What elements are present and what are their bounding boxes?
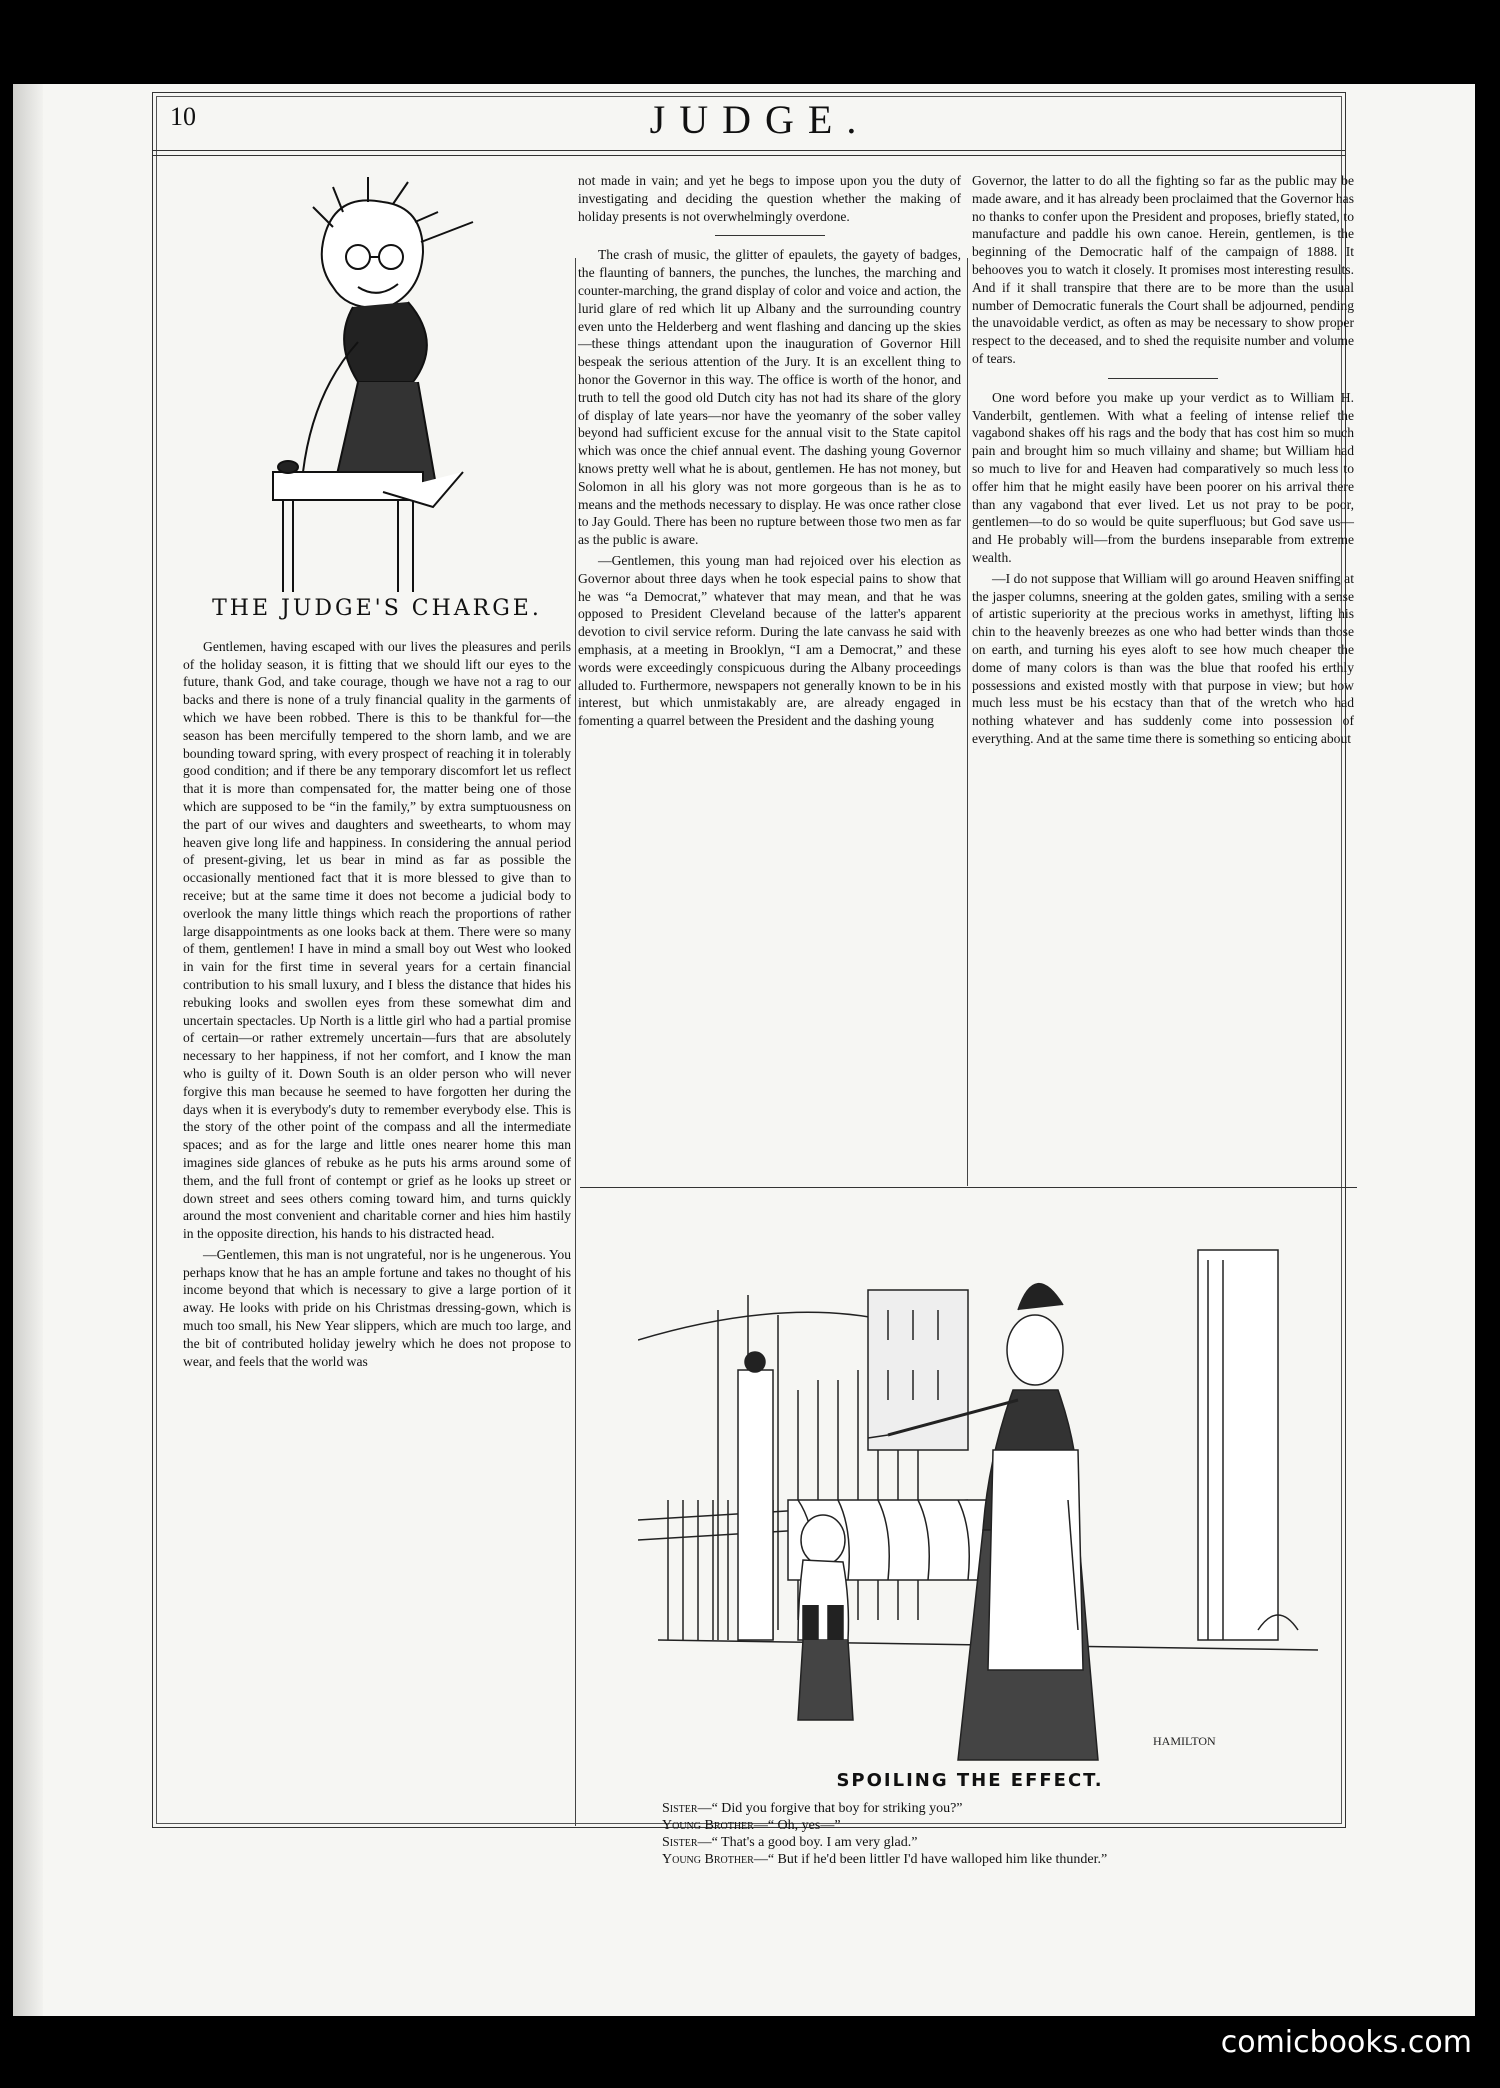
paragraph: The crash of music, the glitter of epaulets, the gayety of badges, the flaunting of banners, the punches, the lunches, the marching and counter-marching, the grand display of color and voice and action, the lurid glare of red which lit up Albany and the surrounding country even unto the Helderberg and went flashing and dancing up the skies—these things attendant upon the inauguration of Governor Hill bespeak the serious attention of the Jury. It is an excellent thing to honor the Governor in this way. The office is worth of the honor, and truth to tell the good old Dutch city has not had its share of the glory of display of late years—nor have the yeomanry of the sober valley beyond had sufficient excuse for the annual visit to the State capitol which was once the chief annual event. The dashing young Governor knows pretty well what he is about, gentlemen. He has not money, but Solomon in all his glory was not more gorgeous than is he as to means and the methods necessary to display. He was once rather close to Jay Gould. There has been no rupture between those two men as far as the public is aware.: [578, 247, 961, 548]
judge-figure-drawing: [183, 172, 571, 592]
caption-speaker: Sister: [662, 1801, 698, 1816]
section-divider: [715, 235, 825, 236]
caption-text: —“ Oh, yes—”: [753, 1818, 841, 1833]
header-rule: [152, 150, 1346, 156]
caption-text: —“ That's a good boy. I am very glad.”: [697, 1835, 918, 1850]
paragraph: One word before you make up your verdict as to William H. Vanderbilt, gentlemen. With what a feeling of intense relief the vagabond shakes off his rags and the body that has cost him so much pain and brought him so much villainy and shame; but William had so much to live for and Heaven had comparatively so much less to offer him that he might easily have been poorer on his arrival there than any vagabond that ever lived. Let us not pray to be poor, gentlemen—to do so would be quite superfluous; but God save us—and He probably will—from the burdens inseparable from extreme wealth.: [972, 389, 1354, 565]
article-column-1: [183, 172, 571, 1373]
paragraph: Gentlemen, having escaped with our lives the pleasures and perils of the holiday season, it is fitting that we should lift our eyes to the future, thank God, and take courage, though we have not a rag to our backs and there is none of a truly financial quality in the garments of which we have been robbed. There is this to be thankful for—the season has been mercifully tempered to the shorn lamb, and we are bounding toward spring, with every prospect of reaching it in tolerably good condition; and if there be any temporary discomfort let us reflect that it is more than compensated for, the matter being one of those which are supposed to be “in the family,” by extra sumptuousness on the part of our wives and daughters and sweethearts, to whom may heaven give long life and happiness. In considering the annual period of present-giving, let us bear in mind as far as possible the occasionally mentioned fact that it is more blessed to give than to receive; but at the same time it does not become a judicial body to overlook the many little things which reach the proportions of rather large disappointments as one looks back at them. There were so many of them, gentlemen! I have in mind a small boy out West who looked in vain for the first time in several years for a certain financial contribution to his small luxury, and I bless the distance that hides his rebuking looks and swollen eyes from these somewhat dim and uncertain spectacles. Up North is a little girl who had a partial promise of certain—or rather extremely uncertain—furs that are absolutely necessary to her happiness, if not her comfort, and I know the man who is guilty of it. Down South is an older person who will never forgive this man because he seemed to have forgotten her during the days when it is everybody's duty to remember everybody else. This is the story of the other point of the compass and all the intermediate spaces; and as for the large and little ones nearer home this man imagines side glances of rebuke as he puts his arms around some of them, and the full front of contempt or grief as he looks up street or down street and sees others coming toward him, and turns quickly around the most convenient and charitable corner and hies him hastily in the opposite direction, his hands to his distracted head.: [183, 638, 571, 1242]
cartoon-caption: [662, 1800, 1107, 1868]
cartoon-illustration: [638, 1200, 1338, 1770]
paragraph: —Gentlemen, this young man had rejoiced over his election as Governor about three days when he took especial pains to show that he was “a Democrat,” whatever that may mean, and that he was opposed to President Cleveland because of the latter's apparent devotion to civil service reform. During the late canvass he said with emphasis, at a meeting in Brooklyn, “I am a Democrat,” and these words were exceedingly conspicuous during the Albany proceedings alluded to. Furthermore, newspapers not generally known to be in his interest, but which unmistakably are, are already engaged in fomenting a quarrel between the President and the dashing young: [578, 552, 961, 729]
cartoon-top-rule: [580, 1187, 1357, 1188]
page-number: 10: [170, 102, 196, 131]
caption-line: [662, 1800, 1107, 1817]
paragraph: not made in vain; and yet he begs to impose upon you the duty of investigating and deciding the question whether the making of holiday presents is not overwhelmingly overdone.: [578, 173, 961, 224]
masthead: JUDGE.: [649, 97, 871, 142]
article-column-3: [972, 172, 1354, 751]
caption-line: [662, 1851, 1107, 1868]
column-rule-right: [967, 258, 968, 1186]
caption-line: [662, 1817, 1107, 1834]
caption-text: —“ But if he'd been littler I'd have walloped him like thunder.”: [753, 1852, 1108, 1867]
caption-speaker: Young Brother: [662, 1852, 754, 1867]
cartoon-drawing: [638, 1200, 1338, 1770]
artist-signature: HAMILTON: [1153, 1734, 1216, 1748]
paragraph: Governor, the latter to do all the fighting so far as the public may be made aware, and it has already been proclaimed that the Governor has no thanks to confer upon the President and proposes, briefly stated, to manufacture and paddle his own canoe. Herein, gentlemen, is the beginning of the Democratic half of the campaign of 1888. It behooves you to watch it closely. It promises most interesting results. And if it shall transpire that there are to be more than the usual number of Democratic funerals the Court shall be adjourned, pending the unavoidable verdict, as often as may be necessary to show proper respect to the deceased, and to shed the requisite number and volume of tears.: [972, 173, 1354, 366]
caption-speaker: Young Brother: [662, 1818, 754, 1833]
cartoon-title: SPOILING THE EFFECT.: [836, 1770, 1104, 1791]
article-title: THE JUDGE'S CHARGE.: [212, 596, 542, 621]
paragraph: —I do not suppose that William will go around Heaven sniffing at the jasper columns, sneering at the golden gates, smiling with a sense of artistic superiority at the precious works in amethyst, lifting his chin to the heavenly breezes as one who had better winds than those on earth, and turning his eyes aloft to see how much cheaper the dome of many colors is than was the blue that roofed his erthly possessions and existed mostly with that purpose in view; but how much less must be his ecstacy than that of the wretch who had nothing whatever and has suddenly come into possession of everything. And at the same time there is something so enticing about: [972, 570, 1354, 746]
caption-text: —“ Did you forgive that boy for striking you?”: [697, 1801, 963, 1816]
site-watermark: comicbooks.com: [1220, 2025, 1472, 2060]
section-divider: [1108, 378, 1218, 379]
judge-illustration: [183, 172, 571, 592]
article-column-2: [578, 172, 961, 733]
paragraph: —Gentlemen, this man is not ungrateful, nor is he ungenerous. You perhaps know that he has an ample fortune and takes no thought of his income beyond that which is necessary to give a large portion of it away. He looks with pride on his Christmas dressing-gown, which is much too small, his New Year slippers, which are much too large, and the bit of contributed holiday jewelry which he does not propose to wear, and feels that the world was: [183, 1246, 571, 1369]
caption-line: [662, 1834, 1107, 1851]
caption-speaker: Sister: [662, 1835, 698, 1850]
page-spine: [13, 84, 43, 2016]
column-rule-left: [575, 258, 576, 1826]
